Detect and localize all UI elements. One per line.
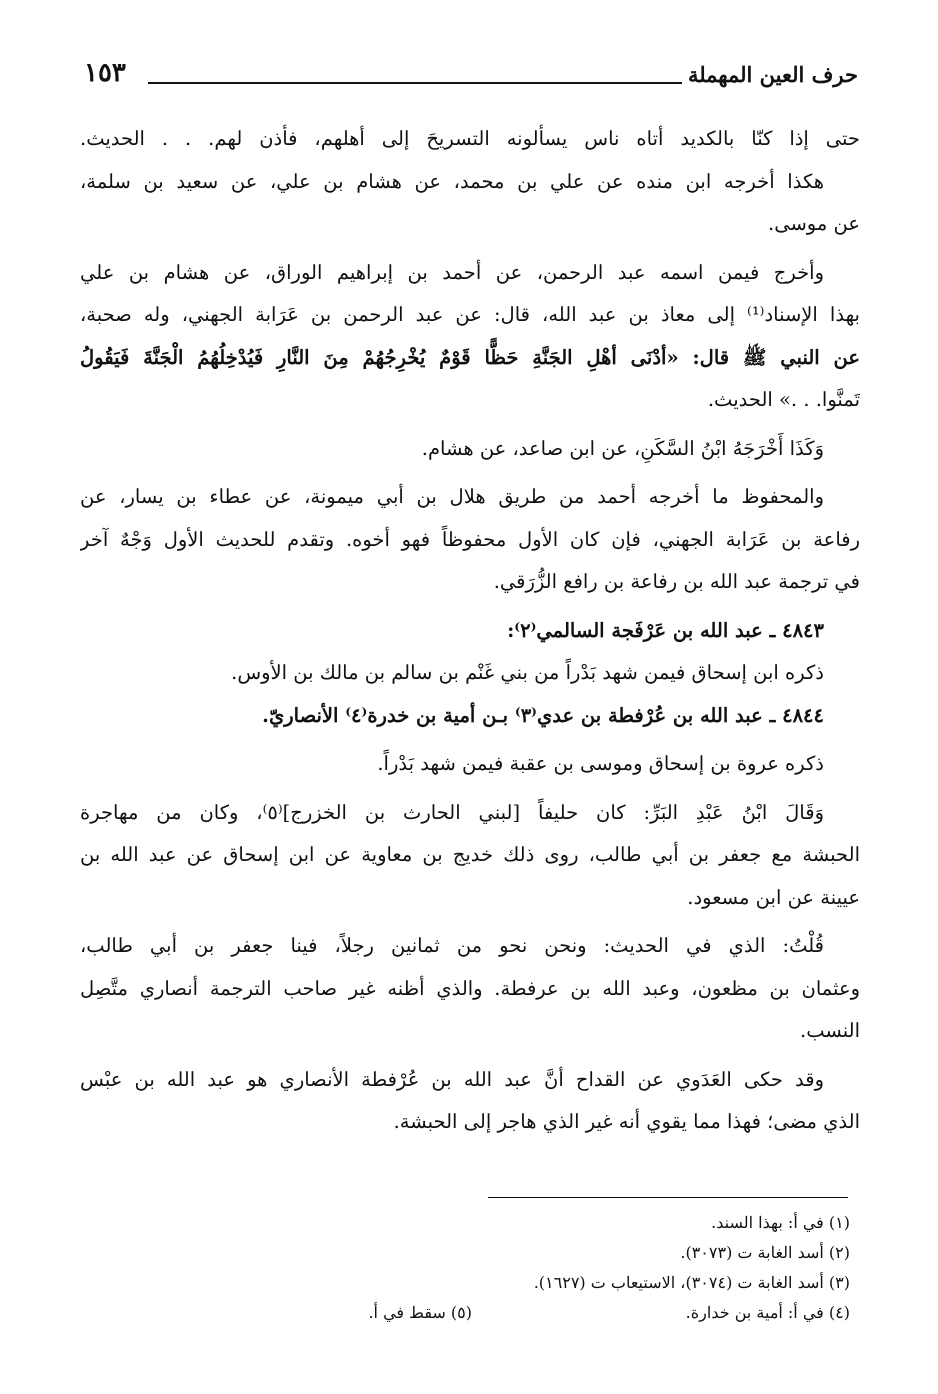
chapter-title: حرف العين المهملة — [687, 62, 858, 87]
text-line: تَمنَّوا. . .» الحديث. — [707, 388, 860, 411]
text-line: عن موسى. — [768, 212, 860, 235]
text-line: عيينة عن ابن مسعود. — [687, 885, 860, 909]
text-line: بهذا الإسناد⁽¹⁾ إلى معاذ بن عبد الله، قال: عن عبد الرحمن بن عَرَابة الجهني، وله صحبة، — [80, 303, 860, 326]
footnote-3: (٣) أسد الغابة ت (٣٠٧٤)، الاستيعاب ت (١٦٢٧). — [533, 1273, 850, 1292]
footnotes — [150, 1208, 850, 1328]
text-line: قُلْتُ: الذي في الحديث: ونحن نحو من ثمانين رجلاً، فينا جعفر بن أبي طالب، — [80, 934, 824, 957]
text-line: وأخرج فيمن اسمه عبد الرحمن، عن أحمد بن إبراهيم الوراق، عن هشام بن علي — [80, 260, 824, 284]
text-line: رفاعة بن عَرَابة الجهني، فإن كان الأول محفوظاً فهو أخوه. وتقدم للحديث الأول وَجْهٌ آخر — [80, 527, 860, 551]
footnote-1: (١) في أ: بهذا السند. — [711, 1213, 850, 1232]
footnote-2: (٢) أسد الغابة ت (٣٠٧٣). — [680, 1243, 850, 1262]
text-line: وعثمان بن مظعون، وعبد الله بن عرفطة. والذي أظنه غير صاحب الترجمة أنصاري متَّصِل — [80, 976, 860, 1000]
entry-heading-4843: ٤٨٤٣ ـ عبد الله بن عَرْفَجة السالمي⁽٢⁾: — [507, 618, 824, 642]
text-line: الحبشة مع جعفر بن أبي طالب، روى ذلك خديج بن معاوية عن ابن إسحاق عن عبد الله بن — [80, 843, 860, 866]
main-text — [80, 118, 860, 1144]
footnote-rule — [488, 1197, 848, 1198]
header-rule — [148, 82, 682, 84]
text-line: وقد حكى العَدَوي عن القداح أنَّ عبد الله بن عُرْفطة الأنصاري هو عبد الله بن عبْس — [80, 1067, 824, 1091]
text-line: وَكَذَا أَخْرَجَهُ ابْنُ السَّكَنِ، عن ابن صاعد، عن هشام. — [421, 436, 824, 460]
hadith-quote-line: عن النبي ﷺ قال: «أدْنَى أهْلِ الجَنَّةِ حَظًّا قَوْمٌ يُخْرِجُهُمْ مِنَ النَّارِ فَيُدْخِلُهُمُ الْجَنَّةَ فَيَقُولُ — [80, 345, 860, 369]
text-line: وَقَالَ ابْنُ عَبْدِ البَرِّ: كان حليفاً [لبني الحارث بن الخزرج]⁽٥⁾، وكان من مهاجرة — [80, 800, 824, 824]
footnote-row-4-5 — [150, 1298, 850, 1328]
text-line: ذكره ابن إسحاق فيمن شهد بَدْراً من بني غَنْم بن سالم بن مالك بن الأوس. — [231, 661, 824, 684]
text-line: الذي مضى؛ فهذا مما يقوي أنه غير الذي هاجر إلى الحبشة. — [393, 1110, 860, 1133]
text-line: حتى إذا كنّا بالكديد أتاه ناس يسألونه التسريحَ إلى أهلهم، فأذن لهم. . . الحديث. — [80, 127, 860, 150]
footnote-5: (٥) سقط في أ. — [368, 1303, 472, 1322]
text-line: ذكره عروة بن إسحاق وموسى بن عقبة فيمن شهد بَدْراً. — [377, 752, 824, 775]
footnote-4: (٤) في أ: أمية بن خدارة. — [685, 1303, 850, 1322]
running-header — [84, 58, 858, 98]
text-line: والمحفوظ ما أخرجه أحمد من طريق هلال بن أبي ميمونة، عن عطاء بن يسار، عن — [80, 485, 824, 508]
text-line: هكذا أخرجه ابن منده عن علي بن محمد، عن هشام بن علي، عن سعيد بن سلمة، — [80, 169, 824, 193]
entry-heading-4844: ٤٨٤٤ ـ عبد الله بن عُرْفطة بن عدي⁽٣⁾ بـن أمية بن خدرة⁽٤⁾ الأنصاريّ. — [262, 703, 824, 727]
text-line: في ترجمة عبد الله بن رفاعة بن رافع الزُّرَقي. — [493, 570, 860, 593]
text-line: النسب. — [800, 1019, 860, 1042]
page-number: ١٥٣ — [84, 58, 126, 88]
